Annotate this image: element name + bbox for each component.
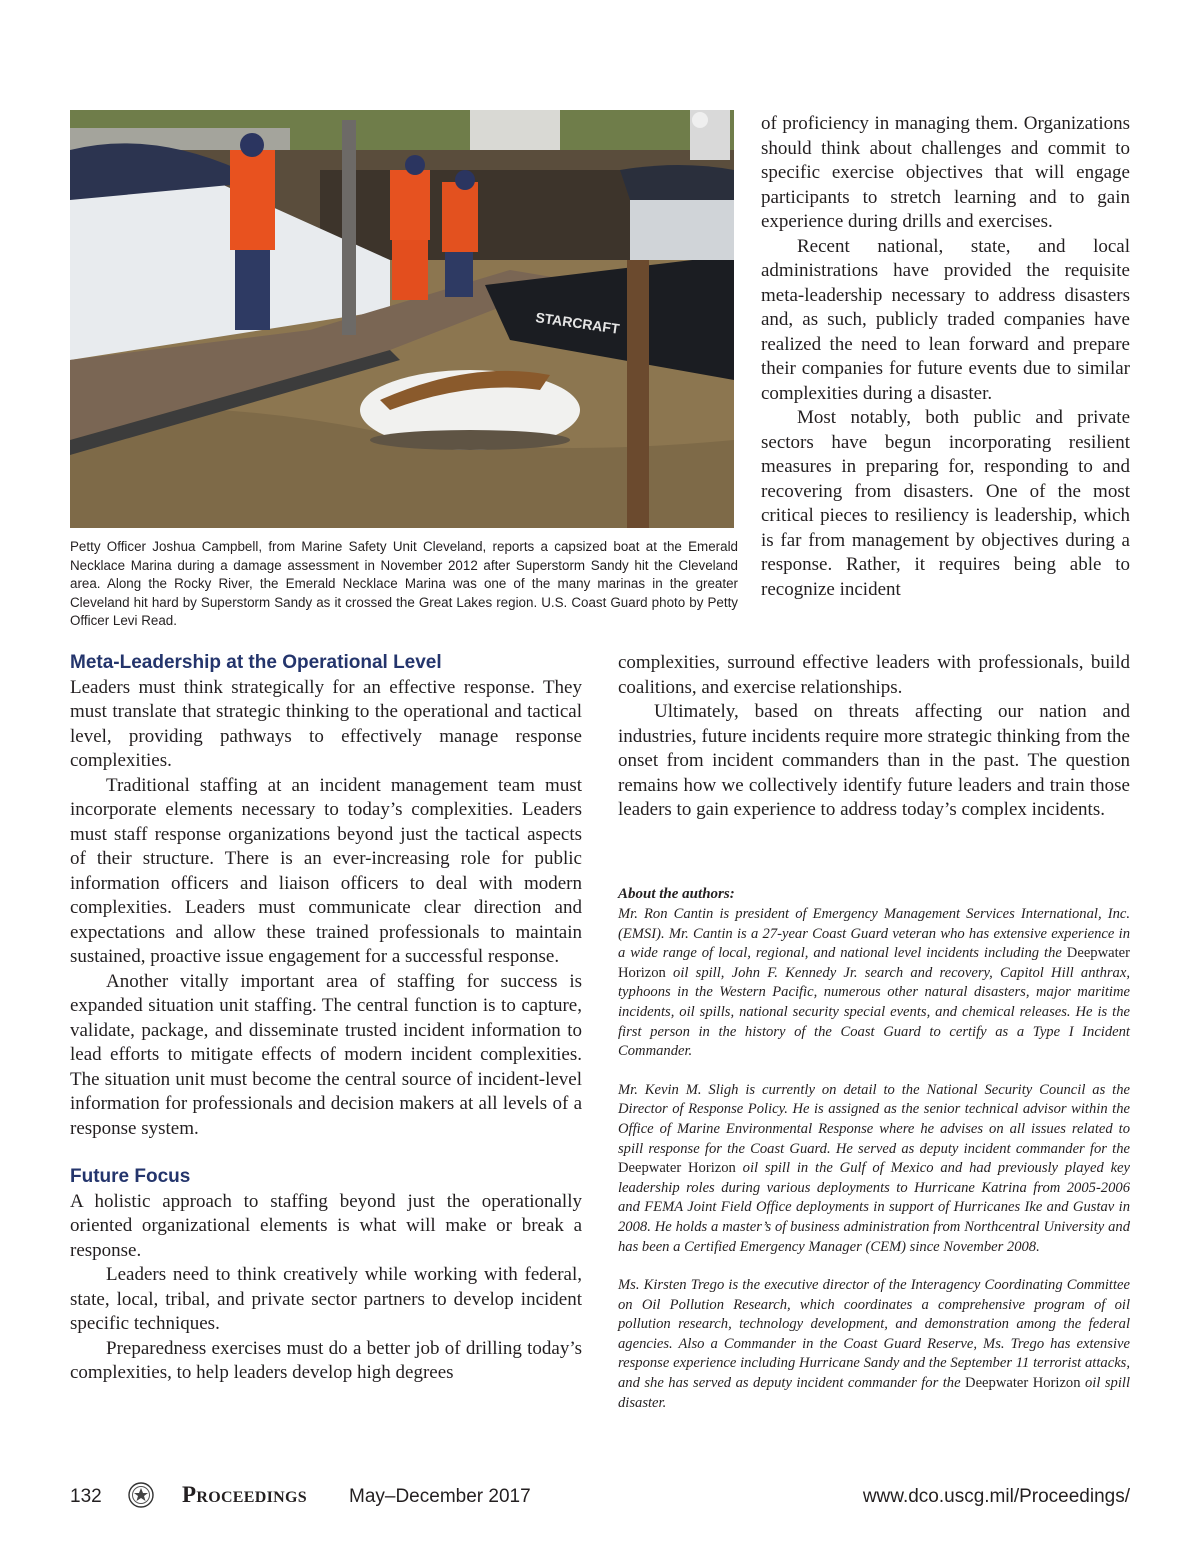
issue-date: May–December 2017 [349, 1486, 531, 1507]
author-bio-trego [618, 1276, 1130, 1413]
left-column [70, 651, 582, 1386]
authors-heading: About the authors: [618, 886, 735, 902]
page-number: 132 [70, 1486, 102, 1507]
section-heading-future-focus: Future Focus [70, 1166, 191, 1187]
photo-caption: Petty Officer Joshua Campbell, from Marine Safety Unit Cleveland, reports a capsized boat at the Emerald Necklace Marina during a damage assessment in November 2012 after Superstorm Sandy hit the Cleveland area. Along the Rocky River, the Emerald Necklace Marina was one of the many marinas in the greater Cleveland hit hard by Superstorm Sandy as it crossed the Great Lakes region. U.S. Coast Guard photo by Petty Officer Levi Read. [70, 539, 738, 629]
bio-text: Mr. Ron Cantin is president of Emergency Management Services International, Inc. (EMSI). Mr. Cantin is a 27-year Coast Guard veteran who has extensive experience in a wide range of local, regional, and national level incidents including the [618, 906, 1130, 962]
left-paragraph-1: Leaders must think strategically for an effective response. They must translate that strategic thinking to the operational and tactical level, providing pathways to effectively manage response complexities. [70, 676, 582, 771]
website-url[interactable]: www.dco.uscg.mil/Proceedings/ [862, 1486, 1130, 1507]
bio-text: Mr. Kevin M. Sligh is currently on detail to the National Security Council as the Director of Response Policy. He is assigned as the senior technical advisor within the Office of Marine Environmental Response where he advises on all issues related to spill response for the Coast Guard. He served as deputy incident commander for the [618, 1081, 1130, 1157]
left-paragraph-6: Preparedness exercises must do a better job of drilling today’s complexities, to help leaders develop high degrees [70, 1337, 582, 1383]
bio-vessel-name: Deepwater Horizon [618, 945, 1130, 981]
page-footer [70, 1482, 1130, 1512]
author-bio-sligh [618, 1081, 1130, 1257]
right-column-continued [618, 651, 1130, 823]
bio-text: oil spill in the Gulf of Mexico and had previously played key leadership roles during various deployments to Hurricane Katrina from 2005-2006 and FEMA Joint Field Office deployments in support of Hurricanes Ike and Gustav in 2008. He holds a master’s of business administration from Northcentral University and has been a Certified Emergency Manager (CEM) since November 2008. [618, 1160, 1130, 1255]
publication-name: Proceedings [182, 1482, 307, 1507]
starcraft-label: STARCRAFT [534, 309, 621, 337]
about-the-authors [618, 884, 1130, 1432]
coast-guard-seal-icon [128, 1482, 154, 1508]
right-paragraph-3-continued: complexities, surround effective leaders with professionals, build coalitions, and exercise relationships. [618, 652, 1130, 698]
marina-photo-icon [70, 110, 734, 528]
bio-text: oil spill disaster. [618, 1375, 1131, 1411]
marina-photo [70, 110, 734, 528]
section-heading-meta-leadership: Meta-Leadership at the Operational Level [70, 652, 442, 673]
bio-vessel-name: Deepwater Horizon [965, 1375, 1081, 1392]
left-paragraph-3: Another vitally important area of staffing for success is expanded situation unit staffing. The central function is to capture, validate, package, and disseminate trusted incident information to lead efforts to mitigate effects of modern incident complexities. The situation unit must become the central source of incident-level information for professionals and decision makers at all levels of a response system. [70, 970, 582, 1139]
bio-text: Ms. Kirsten Trego is the executive director of the Interagency Coordinating Committee on Oil Pollution Research, which coordinates a comprehensive program of oil pollution research, technology development, and demonstration among the federal agencies. Also a Commander in the Coast Guard Reserve, Ms. Trego has extensive response experience including Hurricane Sandy and the September 11 terrorist attacks, and she has served as deputy incident commander for the [618, 1277, 1130, 1392]
right-column [761, 112, 1130, 602]
right-paragraph-1: of proficiency in managing them. Organizations should think about challenges and commit to specific exercise objectives that will engage participants to stretch learning and to gain experience during drills and exercises. [761, 113, 1130, 232]
left-paragraph-4: A holistic approach to staffing beyond just the operationally oriented organizational elements is what will make or break a response. [70, 1190, 582, 1261]
bio-vessel-name: Deepwater Horizon [618, 1160, 736, 1177]
author-bio-cantin [618, 905, 1130, 1062]
right-paragraph-4: Ultimately, based on threats affecting our nation and industries, future incidents require more strategic thinking from the onset from incident commanders than in the past. The question remains how we collectively identify future leaders and train those leaders to gain experience to address today’s complex incidents. [618, 701, 1130, 820]
section-spacer [70, 1141, 582, 1165]
bio-text: oil spill, John F. Kennedy Jr. search and recovery, Capitol Hill anthrax, typhoons in the Western Pacific, numerous other natural disasters, major maritime incidents, oil spills, national security special events, and chemical releases. He is the first person in the history of the Coast Guard to certify as a Type I Incident Commander. [618, 964, 1130, 1060]
left-paragraph-5: Leaders need to think creatively while working with federal, state, local, tribal, and private sector partners to develop incident specific techniques. [70, 1264, 582, 1334]
right-paragraph-2: Recent national, state, and local administrations have provided the requisite meta-leadership necessary to address disasters and, as such, publicly traded companies have realized the need to lean forward and prepare their companies for future events due to similar complexities during a disaster. [761, 235, 1130, 404]
left-paragraph-2: Traditional staffing at an incident management team must incorporate elements necessary to today’s complexities. Leaders must staff response organizations beyond just the tactical aspects of their structure. There is an ever-increasing role for public information officers and liaison officers to deal with modern complexities. Leaders must communicate clear direction and expectations and allow these trained professionals to maintain sustained, proactive issue engagement for a successful response. [70, 774, 582, 967]
right-paragraph-3: Most notably, both public and private sectors have begun incorporating resilient measures in preparing for, responding to and recovering from disasters. One of the most critical pieces to resiliency is leadership, which is far from management by objectives during a response. Rather, it requires being able to recognize incident [761, 407, 1130, 600]
